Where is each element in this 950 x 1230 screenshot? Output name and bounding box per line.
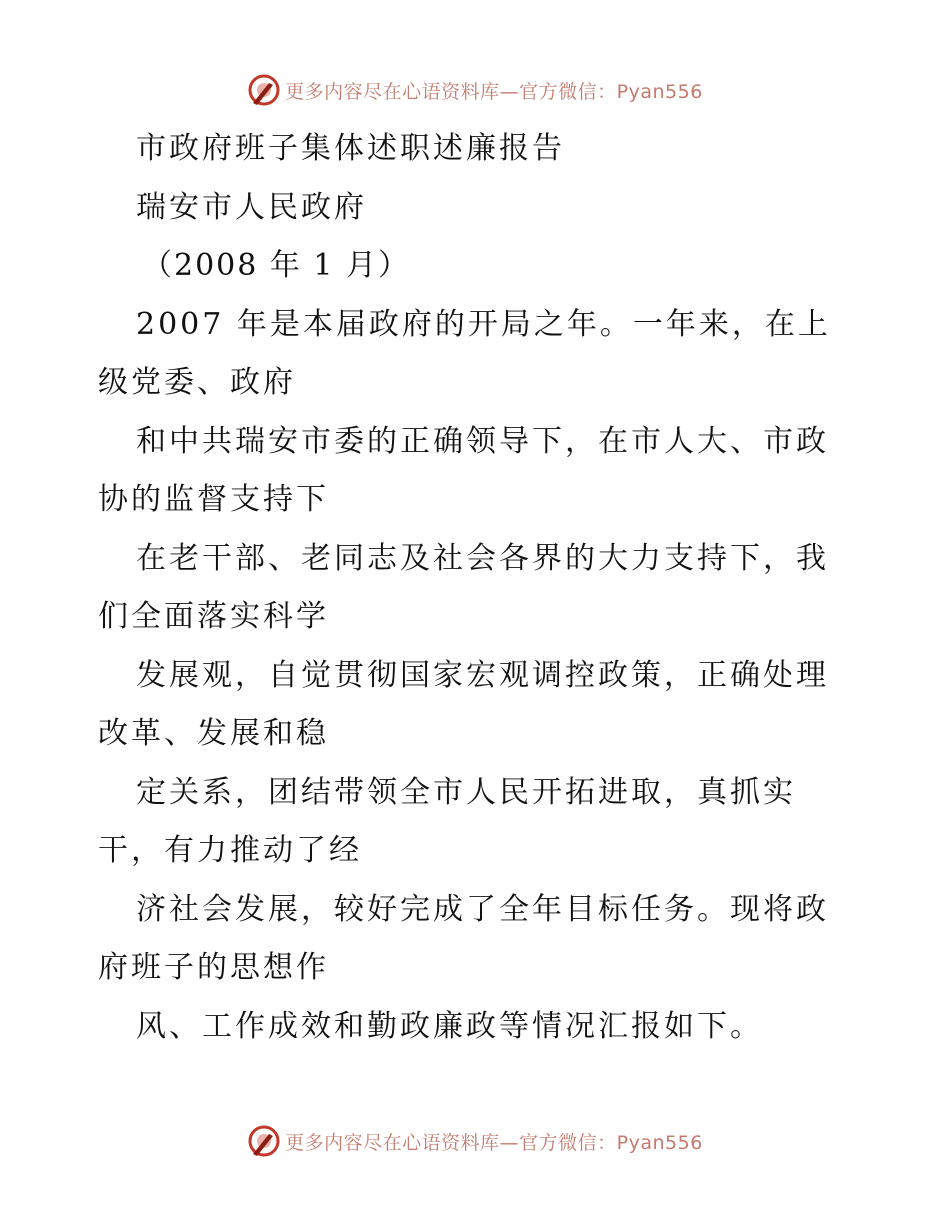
paragraph-line: 和中共瑞安市委的正确领导下，在市人大、市政 [136,423,829,459]
watermark-text: 更多内容尽在心语资料库—官方微信：Pyan556 [285,80,703,103]
paragraph-line: 发展观，自觉贯彻国家宏观调控政策，正确处理 [136,657,829,693]
paragraph-line: 改革、发展和稳 [98,716,329,751]
paragraph-line: 风、工作成效和勤政廉政等情况汇报如下。 [136,1008,763,1044]
paragraph-line: 济社会发展，较好完成了全年目标任务。现将政 [136,891,829,927]
paragraph-line: 在老干部、老同志及社会各界的大力支持下，我 [136,540,829,576]
watermark-text: 更多内容尽在心语资料库—官方微信：Pyan556 [285,1131,703,1154]
footer-watermark [0,1121,950,1161]
paragraph-line: 协的监督支持下 [98,482,329,517]
paragraph-line: 干，有力推动了经 [98,833,362,868]
document-body [98,120,858,1056]
pen-circle-logo-icon [247,73,281,107]
document-date: （2008 年 1 月） [142,248,411,283]
paragraph-line: 级党委、政府 [98,365,296,400]
paragraph-line: 定关系，团结带领全市人民开拓进取，真抓实 [136,774,796,810]
document-title: 市政府班子集体述职述廉报告 [136,131,565,166]
paragraph-line: 们全面落实科学 [98,599,329,634]
document-author: 瑞安市人民政府 [136,189,367,225]
paragraph-line: 2007 年是本届政府的开局之年。一年来，在上 [136,306,831,342]
paragraph-line: 府班子的思想作 [98,950,329,985]
pen-circle-logo-icon [247,1124,281,1158]
header-watermark [0,70,950,110]
